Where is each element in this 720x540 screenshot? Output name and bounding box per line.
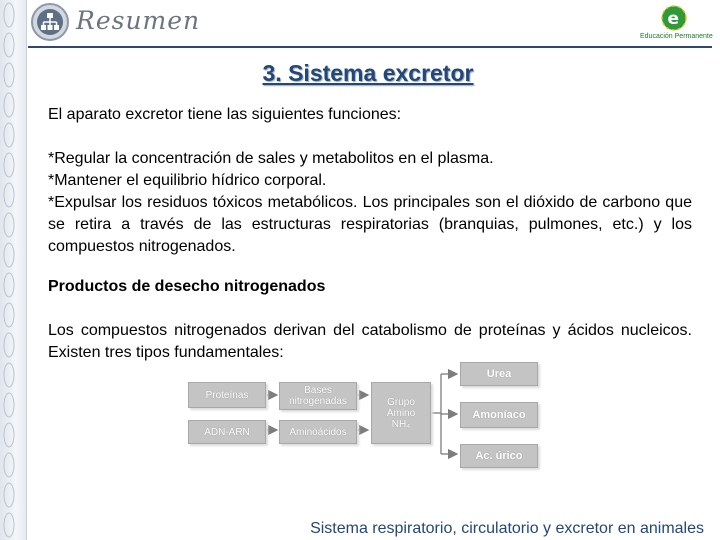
- urea-box: Urea: [460, 362, 538, 386]
- header-divider: [28, 46, 712, 48]
- page-title: 3. Sistema excretor: [262, 60, 474, 86]
- amoniaco-box: Amoníaco: [460, 402, 538, 428]
- bases-nitrogenadas-box: [279, 382, 357, 410]
- svg-text:e: e: [667, 9, 680, 29]
- proteinas-box: Proteínas: [188, 382, 266, 408]
- bases-line-2: nitrogenadas: [289, 396, 347, 407]
- header-title: Resumen: [76, 6, 201, 35]
- brand-text: Educación Permanente: [640, 33, 713, 40]
- acido-urico-box: Ac. úrico: [460, 444, 538, 468]
- bases-line-1: Bases: [304, 385, 332, 396]
- intro-line: El aparato excretor tiene las siguientes funciones:: [48, 106, 402, 123]
- footer-caption: Sistema respiratorio, circulatorio y excretor en animales: [310, 520, 704, 537]
- subheading: [48, 276, 692, 298]
- grupo-line-1: Grupo: [387, 396, 415, 408]
- functions-list: [48, 148, 692, 258]
- nitrogen-diagram: [185, 358, 540, 472]
- intro-text: [48, 104, 692, 126]
- network-icon: [30, 2, 70, 42]
- aminoacidos-box: Aminoácidos: [279, 420, 357, 444]
- adn-arn-box: ADN-ARN: [188, 420, 266, 444]
- grupo-line-3: NH₄: [391, 418, 411, 430]
- paragraph-text: Los compuestos nitrogenados derivan del catabolismo de proteínas y ácidos nucleicos. Existen tres tipos fundamentales:: [48, 322, 692, 361]
- function-item-1: *Regular la concentración de sales y metabolitos en el plasma.: [48, 150, 494, 167]
- subheading-text: Productos de desecho nitrogenados: [48, 278, 326, 295]
- function-item-3: *Expulsar los residuos tóxicos metabólicos. Los principales son el dióxido de carbono que se retira a través de las estructuras respiratorias (branquias, pulmones, etc.) y los compuestos nitrogenados.: [48, 194, 692, 255]
- grupo-line-2: Amino: [386, 407, 416, 419]
- grupo-amino-box: [371, 382, 431, 444]
- function-item-2: *Mantener el equilibrio hídrico corporal.: [48, 172, 327, 189]
